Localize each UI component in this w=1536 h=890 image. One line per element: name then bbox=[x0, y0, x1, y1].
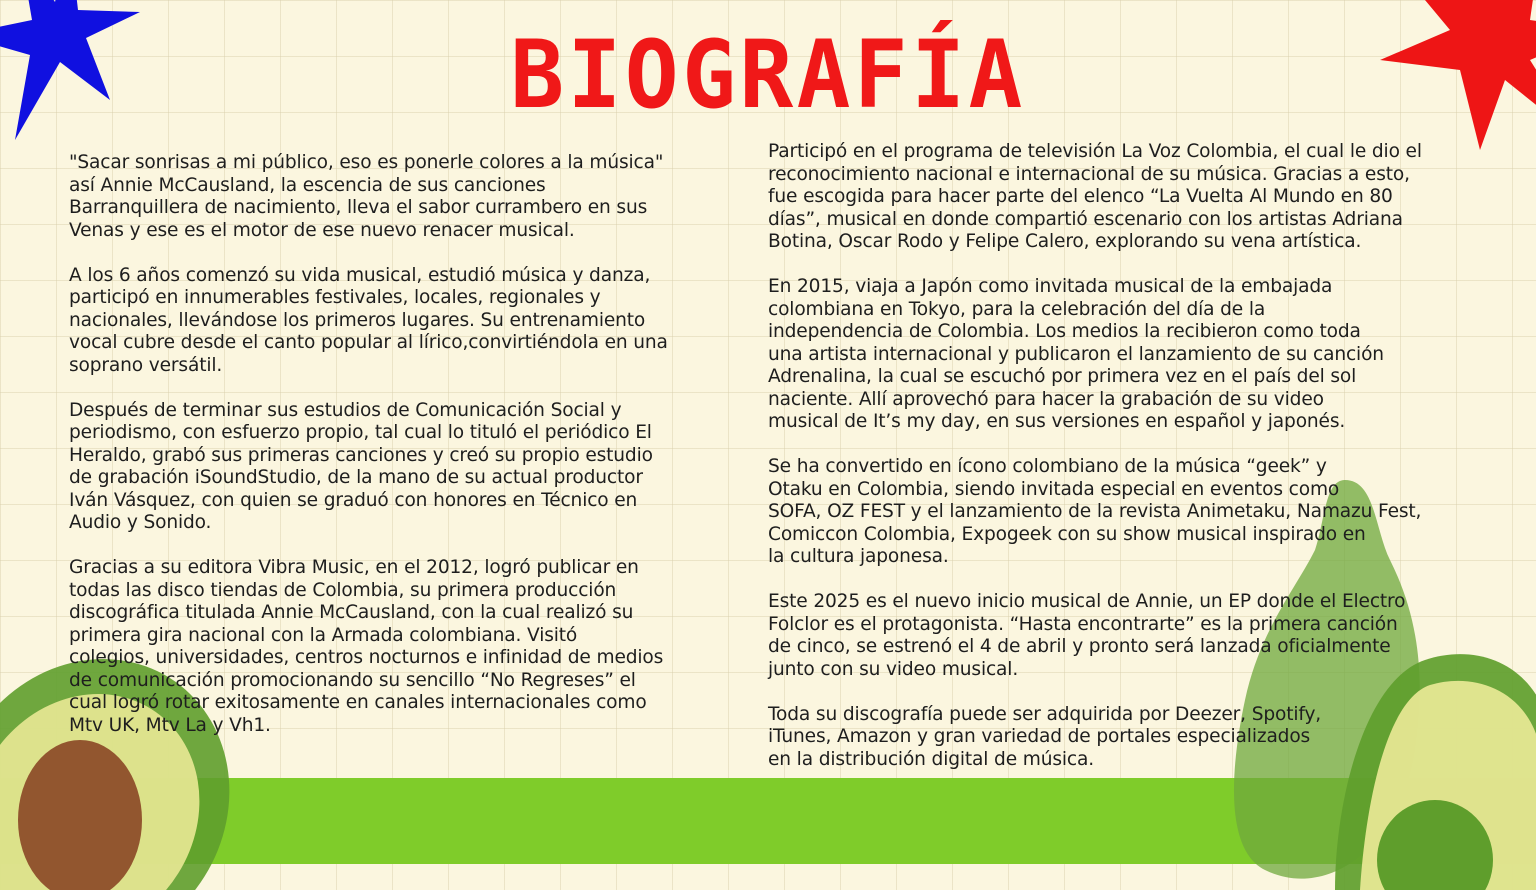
text-line: participó en innumerables festivales, locales, regionales y bbox=[69, 287, 601, 308]
text-line: Comiccon Colombia, Expogeek con su show musical inspirado en bbox=[768, 523, 1366, 545]
text-line: Folclor es el protagonista. “Hasta encontrarte” es la primera canción bbox=[768, 613, 1398, 635]
left-column bbox=[69, 152, 769, 760]
text-line: cual logró rotar exitosamente en canales internacionales como bbox=[69, 692, 647, 713]
left-paragraph bbox=[69, 265, 769, 378]
right-column bbox=[768, 141, 1528, 794]
text-line: Barranquillera de nacimiento, lleva el sabor currambero en sus bbox=[69, 197, 648, 218]
text-line: Gracias a su editora Vibra Music, en el 2012, logró publicar en bbox=[69, 557, 639, 578]
text-line: Este 2025 es el nuevo inicio musical de Annie, un EP donde el Electro bbox=[768, 591, 1406, 612]
text-line: discográfica titulada Annie McCausland, con la cual realizó su bbox=[69, 602, 634, 623]
right-paragraph bbox=[768, 456, 1528, 569]
text-line: nacionales, llevándose los primeros lugares. Su entrenamiento bbox=[69, 309, 646, 331]
text-line: Adrenalina, la cual se escuchó por primera vez en el país del sol bbox=[768, 366, 1357, 387]
text-line: Venas y ese es el motor de ese nuevo renacer musical. bbox=[69, 219, 575, 241]
text-line: SOFA, OZ FEST y el lanzamiento de la revista Animetaku, Namazu Fest, bbox=[768, 501, 1422, 522]
text-line: vocal cubre desde el canto popular al lírico,convirtiéndola en una bbox=[69, 332, 668, 353]
right-paragraph bbox=[768, 591, 1528, 681]
text-line: la cultura japonesa. bbox=[768, 546, 949, 567]
right-paragraph bbox=[768, 141, 1528, 254]
left-paragraph bbox=[69, 400, 769, 535]
text-line: primera gira nacional con la Armada colombiana. Visitó bbox=[69, 624, 578, 646]
text-line: independencia de Colombia. Los medios la recibieron como toda bbox=[768, 321, 1361, 342]
text-line: Mtv UK, Mtv La y Vh1. bbox=[69, 714, 271, 736]
text-line: soprano versátil. bbox=[69, 354, 223, 376]
text-line: Heraldo, grabó sus primeras canciones y creó su propio estudio bbox=[69, 444, 653, 466]
text-line: En 2015, viaja a Japón como invitada musical de la embajada bbox=[768, 276, 1333, 297]
text-line: Otaku en Colombia, siendo invitada especial en eventos como bbox=[768, 478, 1340, 500]
text-line: musical de It’s my day, en sus versiones en español y japonés. bbox=[768, 411, 1346, 432]
page-title: BIOGRAFÍA bbox=[510, 19, 1026, 130]
text-line: en la distribución digital de música. bbox=[768, 748, 1094, 770]
right-paragraph bbox=[768, 276, 1528, 434]
text-line: periodismo, con esfuerzo propio, tal cual lo tituló el periódico El bbox=[69, 422, 652, 443]
text-line: todas las disco tiendas de Colombia, su primera producción bbox=[69, 579, 617, 601]
text-line: Audio y Sonido. bbox=[69, 512, 212, 533]
text-line: una artista internacional y publicaron el lanzamiento de su canción bbox=[768, 343, 1384, 365]
text-line: "Sacar sonrisas a mi público, eso es ponerle colores a la música" bbox=[69, 152, 664, 173]
text-line: días”, musical en donde compartió escenario con los artistas Adriana bbox=[768, 208, 1403, 230]
left-paragraph bbox=[69, 557, 769, 737]
text-line: Después de terminar sus estudios de Comunicación Social y bbox=[69, 399, 622, 421]
text-line: Botina, Oscar Rodo y Felipe Calero, explorando su vena artística. bbox=[768, 231, 1362, 252]
left-paragraph bbox=[69, 152, 769, 242]
text-line: A los 6 años comenzó su vida musical, estudió música y danza, bbox=[69, 264, 651, 286]
text-line: colombiana en Tokyo, para la celebración del día de la bbox=[768, 298, 1266, 320]
text-line: de comunicación promocionando su sencillo “No Regreses” el bbox=[69, 669, 636, 691]
text-line: Iván Vásquez, con quien se graduó con honores en Técnico en bbox=[69, 489, 638, 511]
text-line: de cinco, se estrenó el 4 de abril y pronto será lanzada oficialmente bbox=[768, 636, 1391, 657]
text-line: fue escogida para hacer parte del elenco “La Vuelta Al Mundo en 80 bbox=[768, 186, 1393, 207]
text-line: naciente. Allí aprovechó para hacer la grabación de su video bbox=[768, 388, 1324, 410]
text-line: de grabación iSoundStudio, de la mano de su actual productor bbox=[69, 467, 643, 488]
text-line: reconocimiento nacional e internacional de su música. Gracias a esto, bbox=[768, 163, 1410, 185]
text-line: Se ha convertido en ícono colombiano de la música “geek” y bbox=[768, 456, 1327, 477]
text-line: colegios, universidades, centros nocturnos e infinidad de medios bbox=[69, 647, 664, 668]
text-line: junto con su video musical. bbox=[768, 658, 1019, 680]
text-line: Toda su discografía puede ser adquirida por Deezer, Spotify, bbox=[768, 703, 1322, 725]
right-paragraph bbox=[768, 704, 1528, 772]
text-line: así Annie McCausland, la escencia de sus canciones bbox=[69, 174, 546, 196]
text-line: Participó en el programa de televisión La Voz Colombia, el cual le dio el bbox=[768, 141, 1422, 162]
text-line: iTunes, Amazon y gran variedad de portales especializados bbox=[768, 726, 1311, 747]
